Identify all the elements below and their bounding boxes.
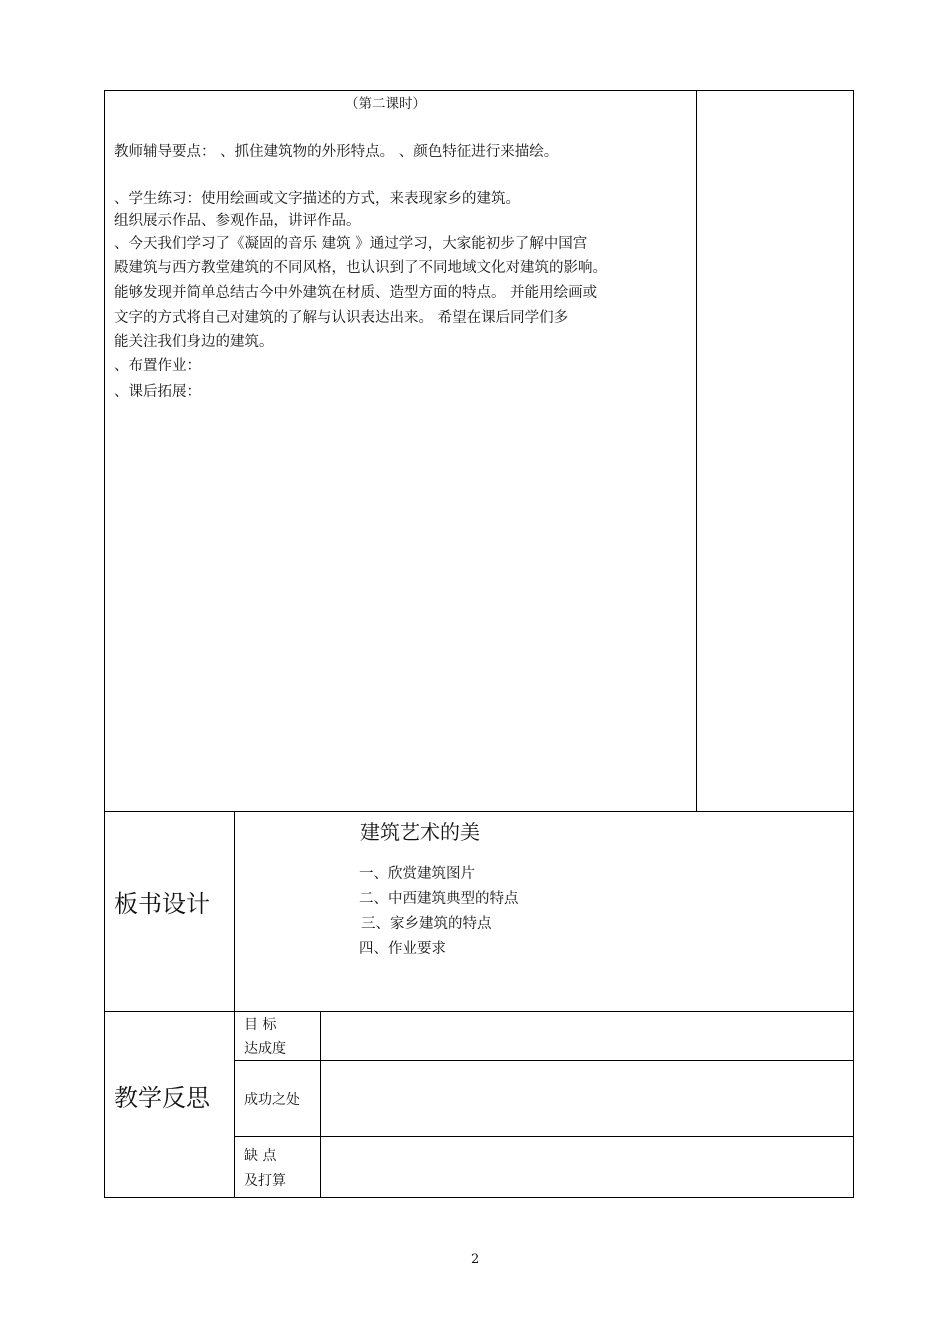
lesson-line: 组织展示作品、参观作品，讲评作品。 — [114, 213, 361, 229]
session-label: （第二课时） — [345, 96, 426, 112]
lesson-line: 殿建筑与西方教堂建筑的不同风格，也认识到了不同地域文化对建筑的影响。 — [114, 260, 607, 276]
lesson-right-column-divider — [696, 90, 697, 811]
reflection-row-label: 及打算 — [244, 1173, 286, 1189]
table-right-border — [853, 90, 854, 1198]
board-item: 二、中西建筑典型的特点 — [359, 891, 519, 907]
reflection-label: 教学反思 — [114, 1084, 210, 1112]
page-number: 2 — [471, 1252, 480, 1267]
lesson-line: 、布置作业： — [114, 358, 201, 374]
board-title: 建筑艺术的美 — [360, 820, 480, 844]
lesson-line: 、今天我们学习了《凝固的音乐 建筑 》通过学习，大家能初步了解中国宫 — [114, 236, 588, 252]
lesson-line: 文字的方式将自己对建筑的了解与认识表达出来。 希望在课后同学们多 — [114, 310, 569, 326]
table-left-border — [104, 90, 105, 1198]
reflection-row-label: 成功之处 — [244, 1092, 300, 1108]
board-section-bottom-border — [104, 1011, 854, 1012]
board-item: 一、欣赏建筑图片 — [359, 866, 475, 882]
lesson-line: 能够发现并简单总结古今中外建筑在材质、造型方面的特点。 并能用绘画或 — [114, 285, 598, 301]
reflection-subcolumn-divider — [320, 1011, 321, 1197]
reflection-row-label: 目 标 — [244, 1017, 277, 1033]
board-label-divider — [234, 811, 235, 1197]
lesson-section-bottom-border — [104, 811, 854, 812]
reflection-row-label: 缺 点 — [244, 1148, 277, 1164]
board-item: 四、作业要求 — [359, 941, 446, 957]
reflection-row-label: 达成度 — [244, 1041, 286, 1057]
reflection-row-divider — [234, 1060, 854, 1061]
lesson-line: 、学生练习：使用绘画或文字描述的方式，来表现家乡的建筑。 — [114, 191, 520, 207]
lesson-line: 能关注我们身边的建筑。 — [114, 334, 274, 350]
board-design-label: 板书设计 — [114, 890, 210, 918]
reflection-row-divider — [234, 1136, 854, 1137]
table-bottom-border — [104, 1197, 854, 1198]
lesson-line: 、课后拓展： — [114, 384, 201, 400]
lesson-line: 教师辅导要点： 、抓住建筑物的外形特点。 、颜色特征进行来描绘。 — [114, 144, 559, 160]
board-item: 三、家乡建筑的特点 — [361, 916, 492, 932]
table-top-border — [104, 90, 854, 91]
